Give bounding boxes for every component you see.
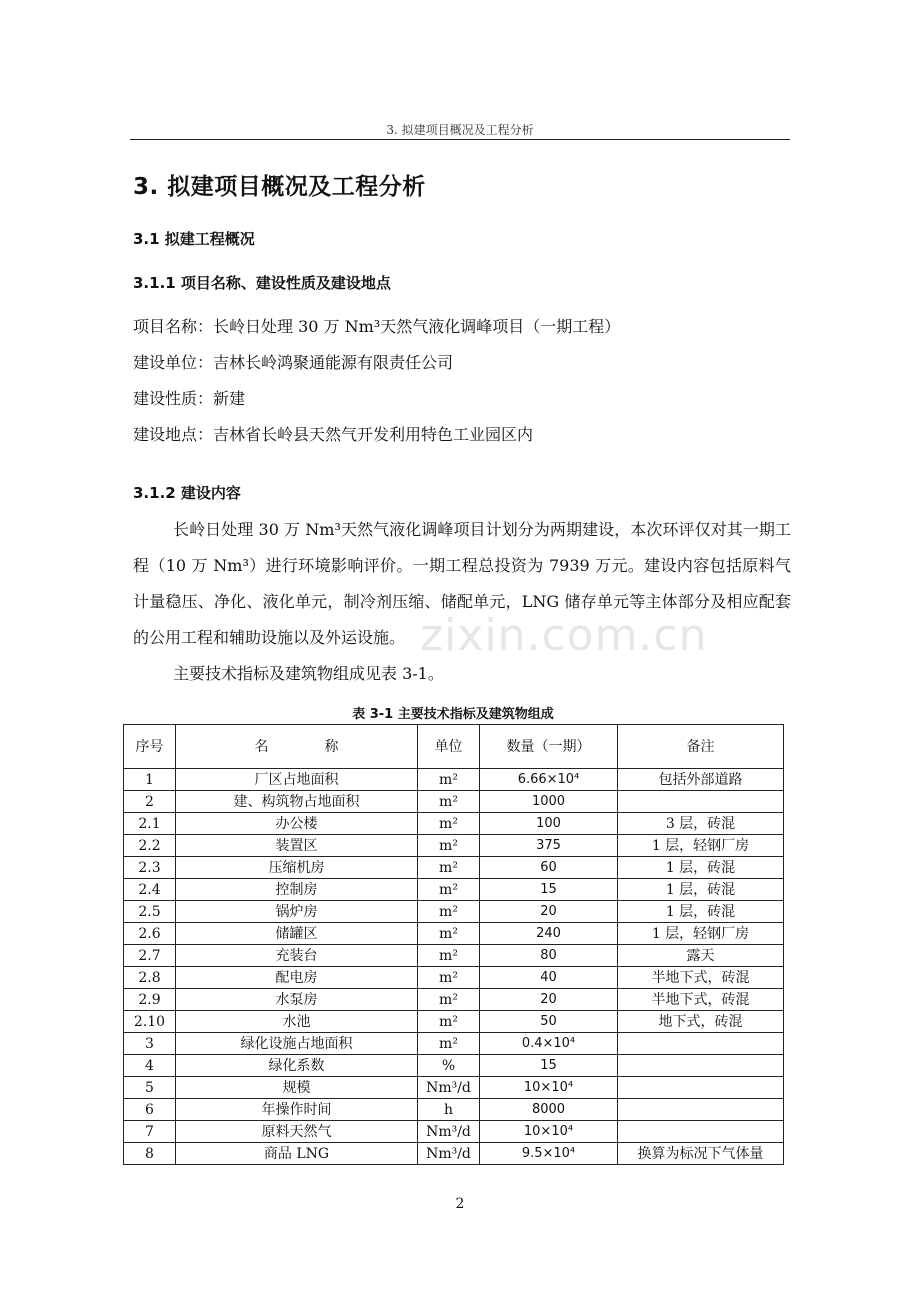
cell-unit: m²	[418, 791, 480, 813]
cell-unit: h	[418, 1099, 480, 1121]
cell-name: 规模	[176, 1077, 418, 1099]
table-row	[124, 1143, 784, 1165]
cell-name: 绿化系数	[176, 1055, 418, 1077]
table-row	[124, 923, 784, 945]
cell-qty: 15	[480, 879, 618, 901]
cell-qty: 240	[480, 923, 618, 945]
table-reference-paragraph: 主要技术指标及建筑物组成见表 3-1。	[173, 664, 444, 683]
cell-remark	[618, 791, 784, 813]
cell-unit: m²	[418, 1033, 480, 1055]
cell-remark: 换算为标况下气体量	[618, 1143, 784, 1165]
header-unit: 单位	[418, 725, 480, 769]
cell-qty: 20	[480, 901, 618, 923]
cell-unit: Nm³/d	[418, 1121, 480, 1143]
cell-qty: 10×10⁴	[480, 1121, 618, 1143]
header-remark: 备注	[618, 725, 784, 769]
table-row	[124, 1077, 784, 1099]
cell-name: 年操作时间	[176, 1099, 418, 1121]
cell-seq: 2.9	[124, 989, 176, 1011]
cell-qty: 15	[480, 1055, 618, 1077]
cell-remark: 3 层，砖混	[618, 813, 784, 835]
cell-name: 充装台	[176, 945, 418, 967]
cell-remark	[618, 1121, 784, 1143]
cell-name: 配电房	[176, 967, 418, 989]
cell-seq: 7	[124, 1121, 176, 1143]
cell-remark	[618, 1055, 784, 1077]
table-row	[124, 1121, 784, 1143]
table-row	[124, 879, 784, 901]
cell-qty: 375	[480, 835, 618, 857]
cell-qty: 6.66×10⁴	[480, 769, 618, 791]
cell-remark: 地下式，砖混	[618, 1011, 784, 1033]
cell-seq: 2	[124, 791, 176, 813]
table-row	[124, 835, 784, 857]
cell-seq: 2.4	[124, 879, 176, 901]
cell-unit: m²	[418, 989, 480, 1011]
cell-name: 水池	[176, 1011, 418, 1033]
cell-qty: 0.4×10⁴	[480, 1033, 618, 1055]
cell-qty: 1000	[480, 791, 618, 813]
table-caption: 表 3-1 主要技术指标及建筑物组成	[352, 707, 554, 722]
cell-unit: m²	[418, 769, 480, 791]
table-row	[124, 857, 784, 879]
cell-unit: Nm³/d	[418, 1143, 480, 1165]
cell-remark	[618, 1077, 784, 1099]
table-row	[124, 1033, 784, 1055]
section-heading-3-1-2: 3.1.2 建设内容	[133, 484, 241, 502]
table-row	[124, 967, 784, 989]
cell-unit: %	[418, 1055, 480, 1077]
cell-unit: m²	[418, 879, 480, 901]
cell-seq: 5	[124, 1077, 176, 1099]
section-heading-3-1-1: 3.1.1 项目名称、建设性质及建设地点	[133, 274, 391, 292]
cell-seq: 6	[124, 1099, 176, 1121]
cell-remark: 半地下式，砖混	[618, 967, 784, 989]
cell-qty: 9.5×10⁴	[480, 1143, 618, 1165]
cell-unit: m²	[418, 967, 480, 989]
cell-seq: 2.6	[124, 923, 176, 945]
technical-indicators-table	[123, 724, 784, 1165]
cell-qty: 100	[480, 813, 618, 835]
running-header: 3. 拟建项目概况及工程分析	[386, 123, 534, 137]
watermark-text: zixin.com.cn	[420, 610, 708, 661]
table-row	[124, 791, 784, 813]
cell-seq: 2.1	[124, 813, 176, 835]
cell-unit: m²	[418, 857, 480, 879]
cell-name: 建、构筑物占地面积	[176, 791, 418, 813]
cell-name: 厂区占地面积	[176, 769, 418, 791]
cell-unit: m²	[418, 1011, 480, 1033]
cell-name: 水泵房	[176, 989, 418, 1011]
cell-name: 控制房	[176, 879, 418, 901]
cell-qty: 20	[480, 989, 618, 1011]
cell-name: 办公楼	[176, 813, 418, 835]
construction-unit-line: 建设单位：吉林长岭鸿聚通能源有限责任公司	[133, 353, 454, 372]
table-row	[124, 813, 784, 835]
header-seq: 序号	[124, 725, 176, 769]
cell-remark: 1 层，砖混	[618, 901, 784, 923]
table-row	[124, 1011, 784, 1033]
cell-qty: 10×10⁴	[480, 1077, 618, 1099]
chapter-title: 3. 拟建项目概况及工程分析	[133, 174, 426, 200]
cell-qty: 80	[480, 945, 618, 967]
cell-seq: 2.8	[124, 967, 176, 989]
table-row	[124, 1055, 784, 1077]
cell-remark: 半地下式，砖混	[618, 989, 784, 1011]
cell-seq: 2.10	[124, 1011, 176, 1033]
construction-content-paragraph: 长岭日处理 30 万 Nm³天然气液化调峰项目计划分为两期建设，本次环评仅对其一期工程（10 万 Nm³）进行环境影响评价。一期工程总投资为 7939 万元。建设内容包括原料气计量稳压、净化、液化单元，制冷剂压缩、储配单元，LNG 储存单元等主体部分及相应配套的公用工程和辅助设施以及外运设施。	[133, 520, 791, 647]
cell-unit: m²	[418, 901, 480, 923]
cell-qty: 50	[480, 1011, 618, 1033]
page-number: 2	[455, 1196, 465, 1212]
cell-unit: m²	[418, 835, 480, 857]
cell-seq: 2.3	[124, 857, 176, 879]
cell-seq: 8	[124, 1143, 176, 1165]
project-name-line: 项目名称：长岭日处理 30 万 Nm³天然气液化调峰项目（一期工程）	[133, 317, 621, 336]
header-quantity: 数量（一期）	[480, 725, 618, 769]
cell-remark: 露天	[618, 945, 784, 967]
cell-remark	[618, 1099, 784, 1121]
cell-unit: m²	[418, 945, 480, 967]
cell-remark: 1 层，砖混	[618, 879, 784, 901]
cell-remark: 1 层，砖混	[618, 857, 784, 879]
cell-qty: 60	[480, 857, 618, 879]
cell-seq: 2.5	[124, 901, 176, 923]
cell-remark: 包括外部道路	[618, 769, 784, 791]
cell-name: 锅炉房	[176, 901, 418, 923]
cell-seq: 4	[124, 1055, 176, 1077]
cell-name: 压缩机房	[176, 857, 418, 879]
cell-remark: 1 层，轻钢厂房	[618, 923, 784, 945]
cell-name: 原料天然气	[176, 1121, 418, 1143]
header-divider	[130, 139, 790, 140]
cell-qty: 40	[480, 967, 618, 989]
cell-remark	[618, 1033, 784, 1055]
cell-seq: 2.7	[124, 945, 176, 967]
cell-name: 储罐区	[176, 923, 418, 945]
construction-site-line: 建设地点：吉林省长岭县天然气开发利用特色工业园区内	[133, 425, 534, 444]
cell-qty: 8000	[480, 1099, 618, 1121]
section-heading-3-1: 3.1 拟建工程概况	[133, 230, 255, 248]
table-row	[124, 1099, 784, 1121]
table-row	[124, 769, 784, 791]
cell-unit: Nm³/d	[418, 1077, 480, 1099]
table-row	[124, 989, 784, 1011]
cell-remark: 1 层，轻钢厂房	[618, 835, 784, 857]
cell-seq: 1	[124, 769, 176, 791]
cell-unit: m²	[418, 923, 480, 945]
cell-name: 绿化设施占地面积	[176, 1033, 418, 1055]
construction-nature-line: 建设性质：新建	[133, 389, 246, 408]
cell-name: 商品 LNG	[176, 1143, 418, 1165]
header-name: 名 称	[176, 725, 418, 769]
cell-seq: 3	[124, 1033, 176, 1055]
table-header-row	[124, 725, 784, 769]
cell-unit: m²	[418, 813, 480, 835]
cell-seq: 2.2	[124, 835, 176, 857]
table-row	[124, 945, 784, 967]
cell-name: 装置区	[176, 835, 418, 857]
table-row	[124, 901, 784, 923]
